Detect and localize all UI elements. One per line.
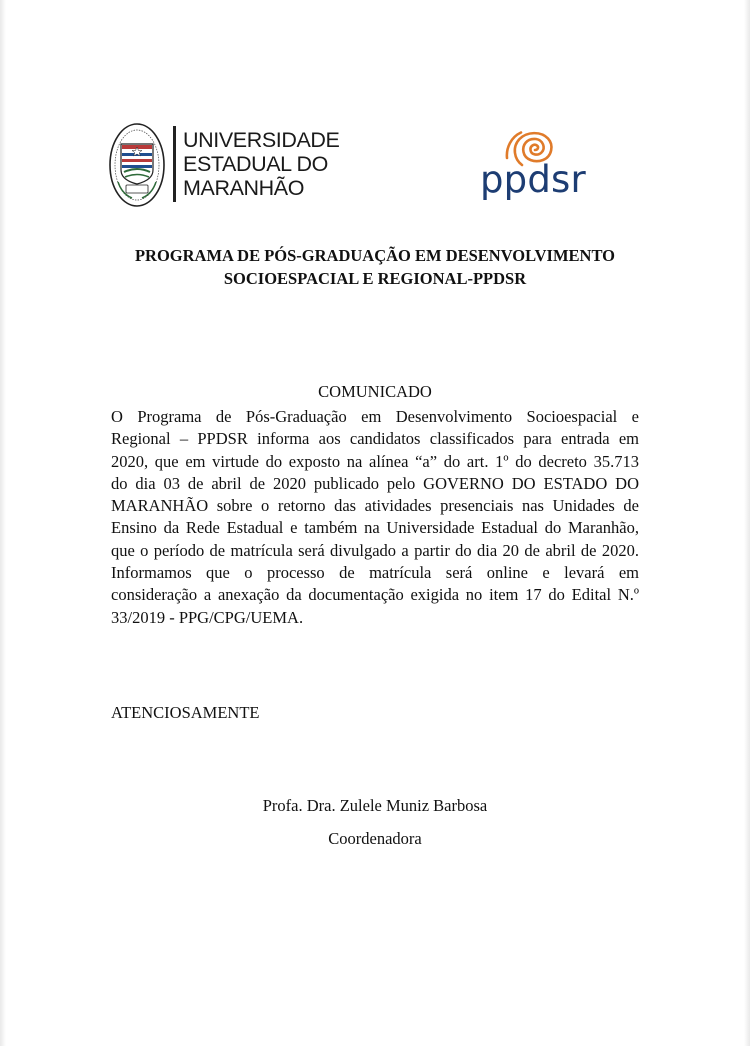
page-edge-left — [0, 0, 6, 1046]
program-title-line: PROGRAMA DE PÓS-GRADUAÇÃO EM DESENVOLVIMENTO — [134, 246, 616, 265]
uema-logo-line: UNIVERSIDADE — [183, 128, 340, 152]
body-line: O Programa de Pós-Graduação em Desenvolvimento Socioespacial e — [111, 407, 639, 426]
signature-name: Profa. Dra. Zulele Muniz Barbosa — [262, 796, 488, 815]
body-line: Regional – PPDSR informa aos candidatos classificados para entrada em — [111, 429, 639, 449]
uema-logo-line: ESTADUAL DO — [183, 152, 328, 176]
notice-heading: COMUNICADO — [318, 382, 432, 401]
body-line: 33/2019 - PPG/CPG/UEMA. — [111, 607, 304, 627]
uema-logo-line: MARANHÃO — [183, 176, 305, 200]
signature-role: Coordenadora — [328, 829, 422, 848]
body-line: MARANHÃO sobre o retorno das atividades presenciais nas Unidades de — [111, 496, 639, 516]
body-line: Ensino da Rede Estadual e também na Universidade Estadual do Maranhão, — [111, 518, 639, 538]
body-line: consideração a anexação da documentação exigida no item 17 do Edital N.º — [111, 585, 639, 605]
uema-logo — [108, 122, 340, 210]
program-title-line: SOCIOESPACIAL E REGIONAL-PPDSR — [223, 269, 527, 288]
uema-logo-wordmark — [183, 128, 339, 200]
body-line: Informamos que o processo de matrícula será online e levará em — [111, 563, 639, 583]
closing-salutation: ATENCIOSAMENTE — [111, 703, 260, 722]
uema-seal-icon — [108, 122, 166, 208]
notice-body — [111, 406, 639, 629]
body-line: do dia 03 de abril de 2020 publicado pelo GOVERNO DO ESTADO DO — [111, 473, 639, 493]
uema-logo-divider — [173, 126, 176, 202]
page-edge-right — [744, 0, 750, 1046]
ppdsr-wordmark: ppdsr — [480, 158, 586, 201]
program-title — [60, 244, 690, 290]
body-line: 2020, que em virtude do exposto na alínea “a” do art. 1º do decreto 35.713 — [111, 451, 639, 471]
ppdsr-logo — [478, 128, 608, 206]
body-line: que o período de matrícula será divulgado a partir do dia 20 de abril de 2020. — [111, 540, 639, 560]
